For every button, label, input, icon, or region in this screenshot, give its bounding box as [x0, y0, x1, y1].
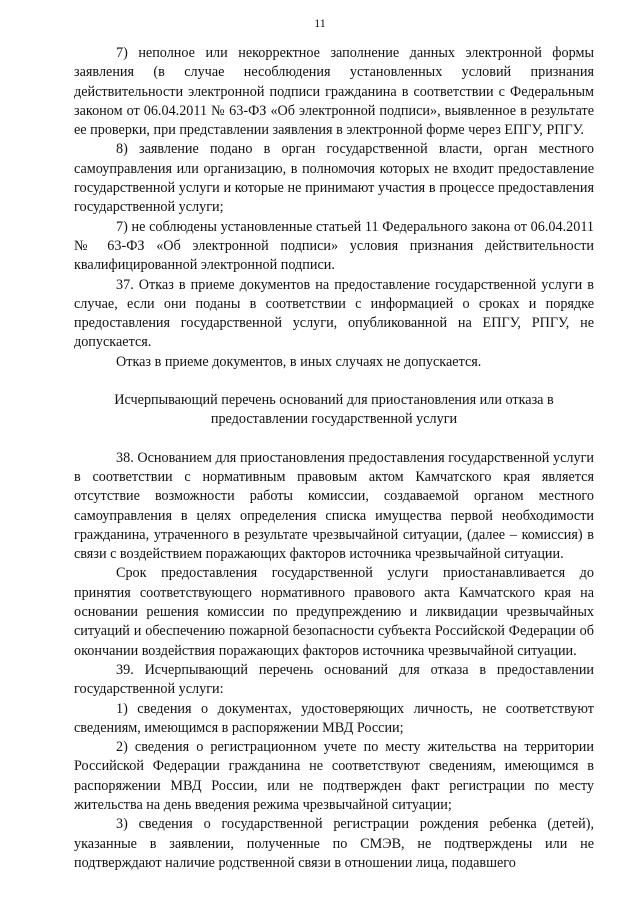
- clause-7-incorrect-form: 7) неполное или некорректное заполнение данных электронной формы заявления (в случае несоблюдения установленных условий признания действительности электронной подписи гражданина в соответствии с Федеральным законом от 06.04.2011 № 63-ФЗ «Об электронной подписи», выявленное в результате ее проверки, при представлении заявления в электронной форме через ЕПГУ, РПГУ.: [74, 45, 594, 139]
- spacer: [74, 430, 594, 449]
- section-heading: Исчерпывающий перечень оснований для приостановления или отказа в предоставлении государственной услуги: [114, 392, 554, 428]
- suspension-term: Срок предоставления государственной услуги приостанавливается до принятия соответствующего нормативного правового акта Камчатского края на основании решения комиссии по предупреждению и ликвидации чрезвычайных ситуаций и обеспечению пожарной безопасности субъекта Российской Федерации об окончании воздействия поражающих факторов источника чрезвычайной ситуации.: [74, 565, 594, 659]
- refusal-ground-1: 1) сведения о документах, удостоверяющих личность, не соответствуют сведениям, имеющимся в распоряжении МВД России;: [74, 700, 594, 736]
- refusal-ground-2: 2) сведения о регистрационном учете по месту жительства на территории Российской Федерации гражданина не соответствуют сведениям, имеющимся в распоряжении МВД России, или не подтвержден факт регистрации по месту жительства на день введения режима чрезвычайной ситуации;: [74, 739, 594, 813]
- refusal-other-cases: Отказ в приеме документов, в иных случаях не допускается.: [116, 353, 482, 370]
- spacer: [74, 372, 594, 391]
- clause-39-refusal-grounds: 39. Исчерпывающий перечень оснований для отказа в предоставлении государственной услуги:: [74, 661, 594, 698]
- clause-38-suspension-grounds: 38. Основанием для приостановления предоставления государственной услуги в соответствии с нормативным правовым актом Камчатского края является отсутствие возможности работы комиссии, создаваемой органом местного самоуправления в целях определения списка имущества первой необходимости гражданина, утраченного в результате чрезвычайной ситуации, (далее – комиссия) в связи с воздействием поражающих факторов источника чрезвычайной ситуации.: [74, 449, 594, 563]
- refusal-ground-3: 3) сведения о государственной регистрации рождения ребенка (детей), указанные в заявлении, полученные по СМЭВ, не подтверждены или не подтверждают наличие родственной связи в отношении лица, подавшего: [74, 816, 594, 871]
- clause-7-signature-conditions: 7) не соблюдены установленные статьей 11 Федерального закона от 06.04.2011 № 63-ФЗ «Об электронной подписи» условия признания действительности квалифицированной электронной подписи.: [74, 218, 594, 274]
- clause-8-wrong-authority: 8) заявление подано в орган государственной власти, орган местного самоуправления или организацию, в полномочия которых не входит предоставление государственной услуги и которые не принимают участия в процессе предоставления государственной услуги;: [74, 141, 594, 216]
- page-number: 11: [314, 16, 326, 30]
- document-body: [74, 44, 594, 873]
- clause-37-refusal-not-allowed: 37. Отказ в приеме документов на предоставление государственной услуги в случае, если они поданы в соответствии с информацией о сроках и порядке предоставления государственной услуги, опубликованной на ЕПГУ, РПГУ, не допускается.: [74, 276, 594, 351]
